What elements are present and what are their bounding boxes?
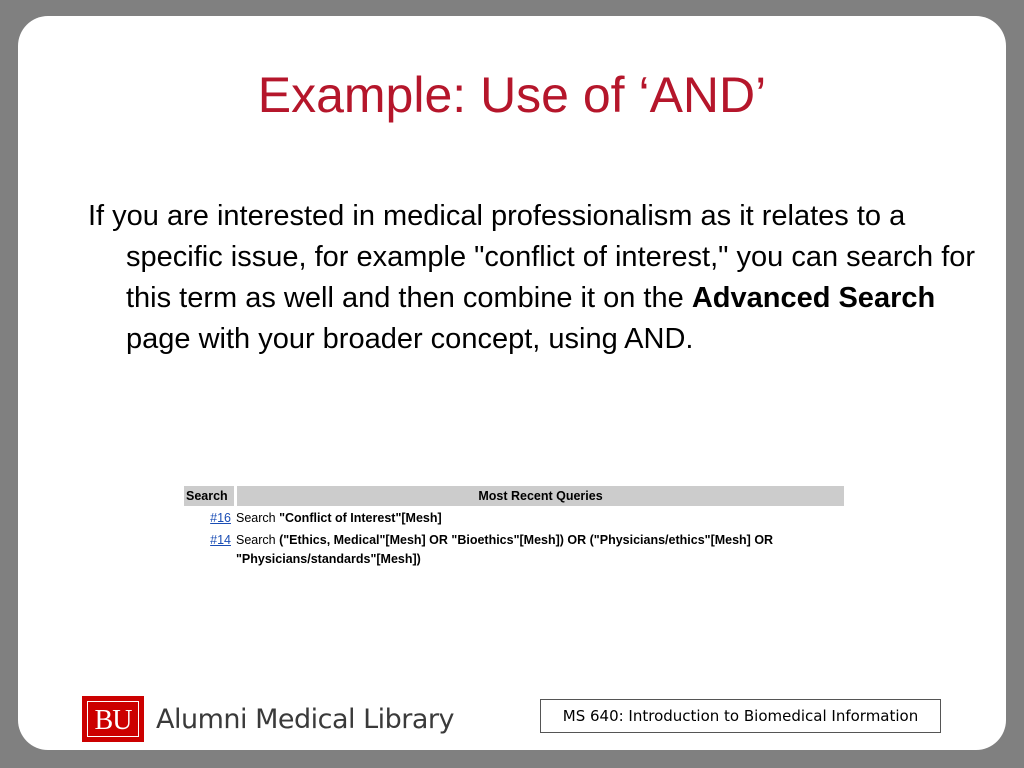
query-row: [184, 531, 844, 569]
query-label: Search: [236, 533, 276, 547]
query-number-link[interactable]: #14: [210, 533, 231, 547]
bu-logo-text: BU: [87, 701, 139, 737]
query-label: Search: [236, 511, 276, 525]
body-text-part-1: If you are interested in medical professionalism as it relates to a specific issue, for example "conflict of interest," you can search for this term as well and then combine it on the: [88, 200, 976, 314]
library-logo: [82, 694, 454, 744]
library-name: Alumni Medical Library: [156, 703, 455, 735]
query-number-link[interactable]: #16: [210, 511, 231, 525]
advanced-search-term: Advanced Search: [691, 282, 936, 314]
bu-badge: [82, 696, 144, 742]
slide-title: Example: Use of ‘AND’: [257, 67, 767, 123]
course-label: MS 640: Introduction to Biomedical Information: [540, 699, 941, 733]
slide-background: [18, 16, 1006, 750]
header-search: Search: [184, 486, 234, 506]
body-text-part-2: page with your broader concept, using AND.: [126, 323, 694, 355]
query-row: [184, 509, 844, 528]
recent-queries-table: [184, 486, 844, 569]
header-most-recent-queries: Most Recent Queries: [237, 486, 844, 506]
body-paragraph: [88, 196, 976, 360]
query-text: "Conflict of Interest"[Mesh]: [279, 511, 442, 525]
queries-header-row: [184, 486, 844, 506]
query-cell: [234, 531, 844, 569]
query-text: ("Ethics, Medical"[Mesh] OR "Bioethics"[Mesh]) OR ("Physicians/ethics"[Mesh] OR "Physicians/standards"[Mesh]): [236, 533, 774, 566]
query-cell: [234, 509, 844, 528]
